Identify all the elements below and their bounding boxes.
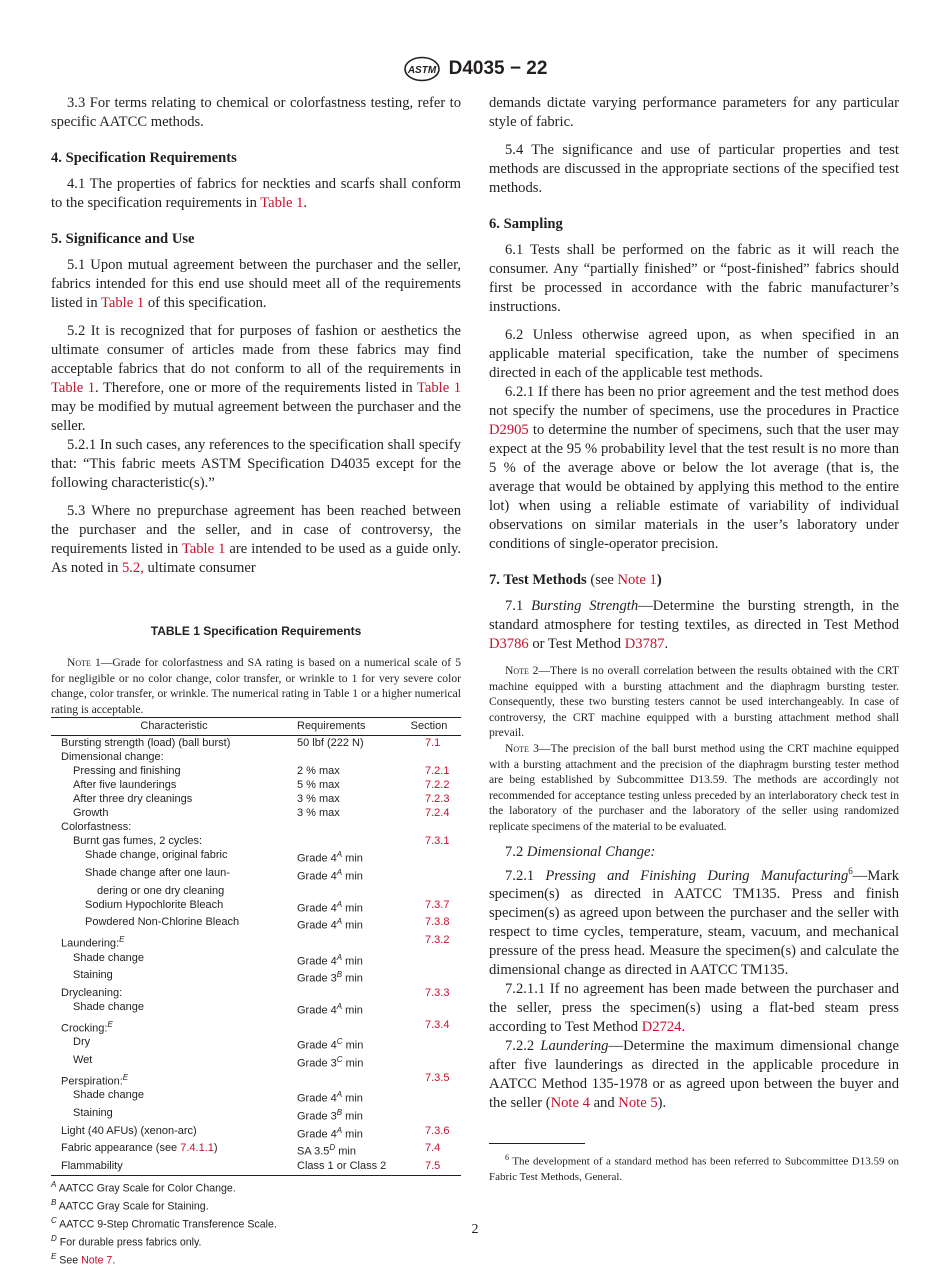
requirement-cell	[297, 933, 397, 951]
characteristic-cell: Burnt gas fumes, 2 cycles:	[73, 835, 202, 848]
table-row	[51, 1088, 461, 1106]
characteristic-cell: Shade change	[73, 951, 144, 964]
footnote-6: $^6$ The development of a standard method has been referred to Subcommittee D13.59 on Fabric Test Methods, General.	[489, 1153, 899, 1184]
table-row	[51, 736, 461, 751]
requirement-cell: SA $3.5^D$ min	[297, 1143, 356, 1158]
requirement-cell: Grade $4^A$ min	[297, 917, 363, 932]
table-row	[51, 792, 461, 806]
right-column	[489, 94, 899, 1185]
characteristic-cell: Bursting strength (load) (ball burst)	[61, 737, 231, 750]
section-link[interactable]: 7.4	[425, 1142, 441, 1155]
requirement-cell: Grade $4^A$ min	[297, 1090, 363, 1105]
document-designation: D4035 − 22	[448, 58, 548, 79]
requirement-cell	[297, 1071, 397, 1089]
section-4-heading: 4. Specification Requirements	[51, 150, 237, 166]
table-1-link[interactable]: Table 1	[101, 295, 145, 311]
paragraph-6-1: 6.1 Tests shall be performed on the fabric as it will reach the consumer. Any “partially finished” or “post-finished” fabrics should first be processed in accordance with the fabric manufacturer’s instructions.	[489, 242, 899, 315]
requirement-cell: 3 % max	[297, 807, 340, 820]
paragraph-7-1: 7.1 Bursting Strength—Determine the bursting strength, in the standard atmosphere for testing textiles, as directed in Test Method D3786 or Test Method D3787.	[489, 598, 900, 652]
requirement-cell: Class 1 or Class 2	[297, 1159, 397, 1176]
page-header	[0, 56, 950, 82]
requirement-cell	[297, 986, 397, 1000]
paragraph-3-3: 3.3 For terms relating to chemical or colorfastness testing, refer to specific AATCC methods.	[51, 95, 461, 130]
note-4-link[interactable]: Note 4	[550, 1095, 590, 1112]
note-5-link[interactable]: Note 5	[618, 1095, 658, 1112]
table-row	[51, 1141, 461, 1159]
note-3: Note 3—The precision of the ball burst method using the CRT machine equipped with a bursting attachment and the precision of the diaphragm bursting tester method are being established by Subcommittee D13.59. The methods are accordingly not recommended for acceptance testing unless preceded by an interlaboratory check test in the laboratory of the purchaser and the laboratory of the seller using randomized replicate specimens of the material to be evaluated.	[489, 741, 899, 833]
requirement-cell: Grade $4^A$ min	[297, 850, 363, 866]
section-link[interactable]: 7.2.3	[425, 793, 450, 806]
table-row	[51, 986, 461, 1000]
svg-text:ASTM: ASTM	[407, 65, 436, 76]
column-header: Section	[397, 718, 461, 736]
section-link[interactable]: 7.5	[425, 1159, 441, 1172]
characteristic-cell: Staining	[73, 1106, 113, 1119]
requirement-cell: Grade $3^B$ min	[297, 1107, 363, 1123]
table-row	[51, 1018, 461, 1036]
table-row	[51, 848, 461, 866]
paragraph-6-2: 6.2 Unless otherwise agreed upon, as when specified in an applicable material specification, take the number of specimens directed in each of the applicable test methods.	[489, 327, 899, 381]
section-link[interactable]: 7.3.6	[425, 1124, 450, 1137]
table-row	[51, 1071, 461, 1089]
d2724-link[interactable]: D2724	[641, 1019, 682, 1036]
table-row	[51, 820, 461, 834]
d2905-link[interactable]: D2905	[489, 422, 529, 438]
table-row	[51, 968, 461, 986]
characteristic-cell: Drycleaning:	[61, 986, 123, 999]
table-row	[51, 764, 461, 778]
table-row	[51, 933, 461, 951]
characteristic-cell: Colorfastness:	[61, 821, 132, 834]
requirement-cell	[297, 834, 397, 848]
table-row	[51, 750, 461, 764]
d3787-link[interactable]: D3787	[624, 636, 665, 652]
requirement-cell: 2 % max	[297, 765, 340, 778]
requirement-cell: Grade $4^A$ min	[297, 1125, 363, 1141]
column-header: Requirements	[297, 718, 397, 736]
section-link[interactable]: 7.3.5	[425, 1071, 450, 1084]
requirement-cell	[297, 884, 397, 898]
table-row	[51, 834, 461, 848]
requirement-cell: 3 % max	[297, 793, 340, 806]
table-row	[51, 915, 461, 933]
section-link[interactable]: 7.3.2	[425, 934, 450, 946]
note-1-link[interactable]: Note 1	[617, 572, 657, 588]
characteristic-cell: Laundering:$^E$	[61, 935, 125, 950]
column-header: Characteristic	[51, 718, 297, 736]
table-footnote: $^D$ For durable press fabrics only.	[51, 1234, 202, 1249]
requirement-cell	[297, 820, 397, 834]
paragraph-5-1: 5.1 Upon mutual agreement between the purchaser and the seller, fabrics intended for this end use should meet all of the requirements listed in Table 1 of this specification.	[51, 257, 461, 311]
table-footnote: $^C$ AATCC 9-Step Chromatic Transference Scale.	[51, 1216, 277, 1231]
section-link[interactable]: 7.3.3	[425, 986, 450, 999]
requirement-cell: Grade $4^A$ min	[297, 868, 363, 883]
characteristic-cell: Pressing and finishing	[73, 765, 181, 778]
requirement-cell: Grade $3^C$ min	[297, 1054, 364, 1070]
table-row	[51, 778, 461, 792]
requirement-cell: Grade $4^A$ min	[297, 899, 363, 915]
table-footnote: $^E$ See Note 7.	[51, 1252, 116, 1267]
table-row	[51, 1124, 461, 1142]
requirement-cell: Grade $4^A$ min	[297, 952, 363, 968]
table-row	[51, 866, 461, 884]
characteristic-cell: After five launderings	[73, 779, 177, 792]
table-row	[51, 1035, 461, 1053]
paragraph-7-2-1-1: 7.2.1.1 If no agreement has been made between the purchaser and the seller, press the specimen(s) using a flat-bed steam press according to Test Method D2724.	[489, 981, 899, 1036]
characteristic-cell: Wet	[73, 1053, 93, 1066]
table-row	[51, 884, 461, 898]
table-1-link[interactable]: Table 1	[51, 380, 96, 396]
characteristic-cell: Sodium Hypochlorite Bleach	[85, 898, 224, 911]
left-column	[51, 94, 461, 1269]
requirement-cell	[297, 1018, 397, 1036]
page-number: 2	[471, 1222, 479, 1237]
specification-table	[51, 717, 461, 1176]
paragraph-5-2-1: 5.2.1 In such cases, any references to the specification shall specify that: “This fabric meets ASTM Specification D4035 except for the following characteristic(s).”	[51, 437, 461, 491]
table-1-note: Note 1—Grade for colorfastness and SA rating is based on a numerical scale of 5 for negligible or no color change, color transfer, or wrinkle to 1 for very severe color change, color transfer, or wrinkle. The numerical rating in Table 1 or a higher numerical rating is acceptable.	[51, 656, 461, 716]
characteristic-cell: Shade change	[73, 1000, 144, 1013]
section-5-heading: 5. Significance and Use	[51, 231, 195, 247]
section-link[interactable]: 7.3.8	[425, 916, 450, 929]
paragraph-7-2-1: 7.2.1 Pressing and Finishing During Manufacturing$^6$—Mark specimen(s) as directed in AATCC TM135. Press and finish specimen(s) as agreed upon between the purchaser and the seller with respect to time cycles, temperature, steam, vacuum, and mechanical pressure of the press head. Measure the specimen(s) and calculate the dimensional change as directed in AATCC TM135.	[489, 865, 899, 979]
section-link[interactable]: 7.2.2	[425, 779, 450, 792]
section-link[interactable]: 7.3.1	[425, 835, 450, 848]
table-row	[51, 1106, 461, 1124]
characteristic-cell: Crocking:$^E$	[61, 1019, 113, 1035]
characteristic-cell: Shade change, original fabric	[85, 849, 228, 862]
paragraph-5-4: 5.4 The significance and use of particular properties and test methods are discussed in the appropriate sections of the specified test methods.	[489, 142, 899, 196]
note-7-link[interactable]: Note 7	[81, 1254, 113, 1267]
section-7-4-1-1-link[interactable]: 7.4.1.1	[180, 1142, 214, 1155]
paragraph-5-3: 5.3 Where no prepurchase agreement has been reached between the purchaser and the seller, and in case of controversy, the requirements listed in Table 1 are intended to be used as a guide only. As noted in 5.2, ultimate consumer	[51, 503, 461, 576]
section-link[interactable]: 7.1	[425, 737, 441, 750]
table-1-link[interactable]: Table 1	[416, 380, 461, 396]
characteristic-cell: After three dry cleanings	[73, 793, 193, 806]
section-7-heading: 7. Test Methods (see Note 1)	[489, 572, 662, 588]
characteristic-cell: Flammability	[51, 1159, 297, 1176]
characteristic-cell: Perspiration:$^E$	[61, 1072, 129, 1088]
paragraph-4-1: 4.1 The properties of fabrics for neckties and scarfs shall conform to the specification requirements in Table 1.	[51, 176, 461, 211]
footnote-divider	[489, 1143, 585, 1144]
paragraph-5-2: 5.2 It is recognized that for purposes of fashion or aesthetics the ultimate consumer of articles made from these fabrics may find acceptable fabrics that do not conform to all of the requirements in Table 1. Therefore, one or more of the requirements listed in Table 1 may be modified by mutual agreement between the purchaser and the seller.	[51, 323, 461, 434]
requirement-cell: 50 lbf (222 N)	[297, 737, 364, 750]
characteristic-cell: Light (40 AFUs) (xenon-arc)	[61, 1124, 197, 1137]
characteristic-cell: Staining	[73, 969, 113, 982]
astm-logo-icon	[403, 56, 441, 82]
requirement-cell: 5 % max	[297, 779, 340, 792]
table-row	[51, 1159, 461, 1176]
section-link[interactable]: 7.2.1	[425, 765, 450, 778]
requirement-cell: Grade $4^A$ min	[297, 1001, 363, 1017]
section-link[interactable]: 7.3.7	[425, 898, 450, 911]
table-1-title: TABLE 1 Specification Requirements	[150, 624, 362, 638]
requirement-cell	[297, 750, 397, 764]
table-1-link[interactable]: Table 1	[260, 195, 304, 211]
characteristic-cell: Shade change	[73, 1089, 144, 1102]
paragraph-7-2-2: 7.2.2 Laundering—Determine the maximum dimensional change after five launderings as directed in the applicable procedure in AATCC Method 135-1978 or as agreed upon between the buyer and the seller (Note 4 and Note 5).	[489, 1038, 899, 1112]
characteristic-cell: Shade change after one laun-	[85, 867, 230, 880]
paragraph-7-2: 7.2 Dimensional Change:	[505, 843, 656, 860]
d3786-link[interactable]: D3786	[489, 636, 529, 652]
requirement-cell: Grade $4^C$ min	[297, 1037, 364, 1052]
section-6-heading: 6. Sampling	[489, 216, 563, 232]
characteristic-cell: Powdered Non-Chlorine Bleach	[85, 916, 240, 929]
table-footnote: $^A$ AATCC Gray Scale for Color Change.	[51, 1179, 236, 1195]
paragraph-6-2-1: 6.2.1 If there has been no prior agreement and the test method does not specify the number of specimens, use the procedures in Practice D2905 to determine the number of specimens, such that the user may expect at the 95 % probability level that the test result is no more than 5 % of the average above or below the lot average (that is, the average that would be obtained by applying this method to the entire lot) when using a reliable estimate of variability of individual observations on similar materials in the user’s laboratory under conditions of single-operator precision.	[489, 384, 899, 552]
table-row	[51, 806, 461, 820]
characteristic-cell: Growth	[73, 807, 109, 820]
table-row	[51, 898, 461, 916]
characteristic-cell: Fabric appearance (see 7.4.1.1)	[61, 1142, 218, 1155]
characteristic-cell: dering or one dry cleaning	[97, 884, 225, 897]
table-row	[51, 951, 461, 969]
section-link[interactable]: 7.3.4	[425, 1018, 450, 1031]
note-2: Note 2—There is no overall correlation between the results obtained with the CRT machine equipped with a bursting attachment and the diaphragm bursting tester. Consequently, these two bursting testers cannot be used interchangeably. In case of controversy, the CRT machine equipped with a bursting attachment method shall prevail.	[489, 664, 899, 740]
paragraph-5-3-continued: demands dictate varying performance parameters for any particular style of fabric.	[489, 95, 899, 130]
table-row	[51, 1053, 461, 1071]
section-5-2-link[interactable]: 5.2,	[121, 560, 144, 576]
table-1-link[interactable]: Table 1	[181, 541, 226, 557]
characteristic-cell: Dimensional change:	[61, 751, 164, 764]
section-link[interactable]: 7.2.4	[425, 807, 450, 820]
table-footnote: $^B$ AATCC Gray Scale for Staining.	[51, 1198, 209, 1213]
requirement-cell: Grade $3^B$ min	[297, 970, 363, 985]
table-row	[51, 1000, 461, 1018]
characteristic-cell: Dry	[73, 1036, 91, 1049]
